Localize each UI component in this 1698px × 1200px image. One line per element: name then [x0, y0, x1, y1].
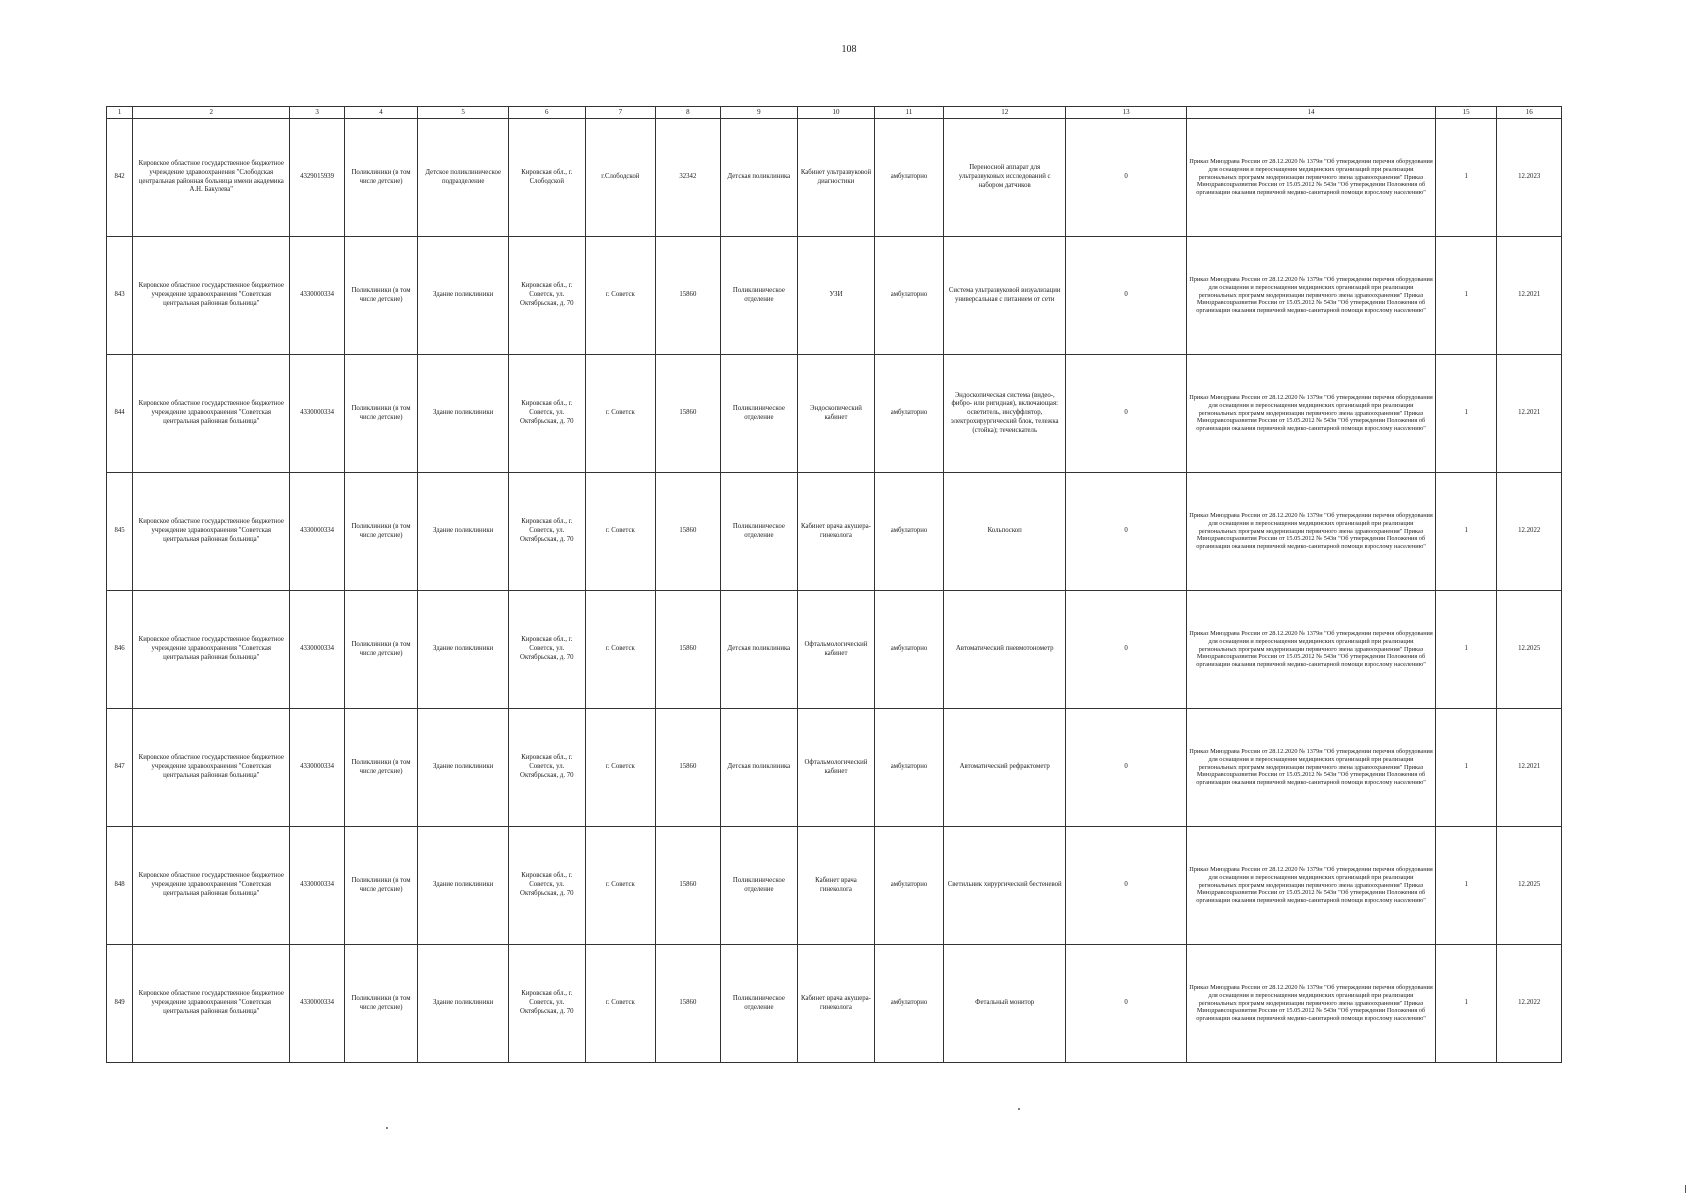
- subdivision: Здание поликлиники: [418, 237, 509, 355]
- department: Поликлиническое отделение: [720, 355, 798, 473]
- regulatory-order: Приказ Минздрава России от 28.12.2020 № 1379н "Об утверждении перечня оборудования для оснащения и переоснащения медицинских организаций при реализации региональных программ модернизации первичного звена здравоохранения" Приказ Минздравсоцразвития России от 15.05.2012 № 543н "Об утверждении Положения об организации оказания первичной медико-санитарной помощи взрослому населению": [1187, 945, 1436, 1063]
- regulatory-order: Приказ Минздрава России от 28.12.2020 № 1379н "Об утверждении перечня оборудования для оснащения и переоснащения медицинских организаций при реализации региональных программ модернизации первичного звена здравоохранения" Приказ Минздравсоцразвития России от 15.05.2012 № 543н "Об утверждении Положения об организации оказания первичной медико-санитарной помощи взрослому населению": [1187, 355, 1436, 473]
- column-13-value: 0: [1066, 119, 1187, 237]
- care-mode: амбулаторно: [874, 591, 944, 709]
- subdivision: Здание поликлиники: [418, 355, 509, 473]
- care-mode: амбулаторно: [874, 355, 944, 473]
- department: Детская поликлиника: [720, 709, 798, 827]
- column-header: 7: [585, 107, 656, 119]
- planned-date: 12.2025: [1497, 827, 1562, 945]
- scan-speck: [1685, 1185, 1686, 1193]
- regulatory-order: Приказ Минздрава России от 28.12.2020 № 1379н "Об утверждении перечня оборудования для оснащения и переоснащения медицинских организаций при реализации региональных программ модернизации первичного звена здравоохранения" Приказ Минздравсоцразвития России от 15.05.2012 № 543н "Об утверждении Положения об организации оказания первичной медико-санитарной помощи взрослому населению": [1187, 827, 1436, 945]
- row-number: 844: [107, 355, 133, 473]
- organization-name: Кировское областное государственное бюджетное учреждение здравоохранения "Слободская центральная районная больница имени академика А.Н. Бакулева": [133, 119, 290, 237]
- column-header: 3: [290, 107, 344, 119]
- planned-date: 12.2023: [1497, 119, 1562, 237]
- subdivision: Здание поликлиники: [418, 827, 509, 945]
- room: Офтальмологический кабинет: [798, 709, 875, 827]
- room: Офтальмологический кабинет: [798, 591, 875, 709]
- address: Кировская обл., г. Советск, ул. Октябрьская, д. 70: [509, 591, 586, 709]
- equipment-name: Автоматический рефрактометр: [944, 709, 1066, 827]
- column-header: 10: [798, 107, 875, 119]
- care-mode: амбулаторно: [874, 237, 944, 355]
- address: Кировская обл., г. Советск, ул. Октябрьская, д. 70: [509, 473, 586, 591]
- quantity: 1: [1435, 355, 1496, 473]
- row-number: 845: [107, 473, 133, 591]
- column-13-value: 0: [1066, 945, 1187, 1063]
- organization-name: Кировское областное государственное бюджетное учреждение здравоохранения "Советская центральная районная больница": [133, 945, 290, 1063]
- oktmo-code: 15860: [656, 237, 720, 355]
- table-row: [107, 237, 1562, 355]
- oktmo-code: 15860: [656, 473, 720, 591]
- regulatory-order: Приказ Минздрава России от 28.12.2020 № 1379н "Об утверждении перечня оборудования для оснащения и переоснащения медицинских организаций при реализации региональных программ модернизации первичного звена здравоохранения" Приказ Минздравсоцразвития России от 15.05.2012 № 543н "Об утверждении Положения об организации оказания первичной медико-санитарной помощи взрослому населению": [1187, 709, 1436, 827]
- oktmo-code: 15860: [656, 355, 720, 473]
- inn: 4329015939: [290, 119, 344, 237]
- column-header: 11: [874, 107, 944, 119]
- address: Кировская обл., г. Советск, ул. Октябрьская, д. 70: [509, 945, 586, 1063]
- quantity: 1: [1435, 237, 1496, 355]
- row-number: 843: [107, 237, 133, 355]
- header-row: [107, 107, 1562, 119]
- column-header: 12: [944, 107, 1066, 119]
- column-header: 5: [418, 107, 509, 119]
- address: Кировская обл., г. Советск, ул. Октябрьская, д. 70: [509, 709, 586, 827]
- department: Поликлиническое отделение: [720, 827, 798, 945]
- subdivision: Здание поликлиники: [418, 709, 509, 827]
- equipment-name: Светильник хирургический бестеневой: [944, 827, 1066, 945]
- department: Поликлиническое отделение: [720, 473, 798, 591]
- inn: 4330000334: [290, 709, 344, 827]
- column-header: 1: [107, 107, 133, 119]
- settlement: г.Слободской: [585, 119, 656, 237]
- facility-type: Поликлиники (в том числе детские): [344, 709, 418, 827]
- column-13-value: 0: [1066, 355, 1187, 473]
- table-row: [107, 473, 1562, 591]
- oktmo-code: 15860: [656, 827, 720, 945]
- quantity: 1: [1435, 709, 1496, 827]
- organization-name: Кировское областное государственное бюджетное учреждение здравоохранения "Советская центральная районная больница": [133, 237, 290, 355]
- equipment-name: Система ультразвуковой визуализации универсальная с питанием от сети: [944, 237, 1066, 355]
- subdivision: Детское поликлиническое подразделение: [418, 119, 509, 237]
- row-number: 842: [107, 119, 133, 237]
- department: Поликлиническое отделение: [720, 237, 798, 355]
- equipment-name: Переносной аппарат для ультразвуковых исследований с набором датчиков: [944, 119, 1066, 237]
- facility-type: Поликлиники (в том числе детские): [344, 473, 418, 591]
- room: УЗИ: [798, 237, 875, 355]
- quantity: 1: [1435, 591, 1496, 709]
- oktmo-code: 32342: [656, 119, 720, 237]
- inn: 4330000334: [290, 237, 344, 355]
- planned-date: 12.2022: [1497, 945, 1562, 1063]
- quantity: 1: [1435, 827, 1496, 945]
- settlement: г. Советск: [585, 827, 656, 945]
- care-mode: амбулаторно: [874, 945, 944, 1063]
- organization-name: Кировское областное государственное бюджетное учреждение здравоохранения "Советская центральная районная больница": [133, 591, 290, 709]
- room: Эндоскопический кабинет: [798, 355, 875, 473]
- column-header: 9: [720, 107, 798, 119]
- care-mode: амбулаторно: [874, 119, 944, 237]
- facility-type: Поликлиники (в том числе детские): [344, 355, 418, 473]
- row-number: 848: [107, 827, 133, 945]
- care-mode: амбулаторно: [874, 709, 944, 827]
- table-row: [107, 119, 1562, 237]
- regulatory-order: Приказ Минздрава России от 28.12.2020 № 1379н "Об утверждении перечня оборудования для оснащения и переоснащения медицинских организаций при реализации региональных программ модернизации первичного звена здравоохранения" Приказ Минздравсоцразвития России от 15.05.2012 № 543н "Об утверждении Положения об организации оказания первичной медико-санитарной помощи взрослому населению": [1187, 237, 1436, 355]
- settlement: г. Советск: [585, 355, 656, 473]
- column-header: 6: [509, 107, 586, 119]
- column-13-value: 0: [1066, 237, 1187, 355]
- column-header: 2: [133, 107, 290, 119]
- column-header: 4: [344, 107, 418, 119]
- row-number: 849: [107, 945, 133, 1063]
- table-row: [107, 945, 1562, 1063]
- facility-type: Поликлиники (в том числе детские): [344, 119, 418, 237]
- organization-name: Кировское областное государственное бюджетное учреждение здравоохранения "Советская центральная районная больница": [133, 709, 290, 827]
- quantity: 1: [1435, 473, 1496, 591]
- scan-speck: [1018, 1108, 1020, 1110]
- address: Кировская обл., г. Советск, ул. Октябрьская, д. 70: [509, 827, 586, 945]
- scan-speck: [386, 1127, 388, 1129]
- settlement: г. Советск: [585, 591, 656, 709]
- care-mode: амбулаторно: [874, 827, 944, 945]
- regulatory-order: Приказ Минздрава России от 28.12.2020 № 1379н "Об утверждении перечня оборудования для оснащения и переоснащения медицинских организаций при реализации региональных программ модернизации первичного звена здравоохранения" Приказ Минздравсоцразвития России от 15.05.2012 № 543н "Об утверждении Положения об организации оказания первичной медико-санитарной помощи взрослому населению": [1187, 473, 1436, 591]
- planned-date: 12.2021: [1497, 237, 1562, 355]
- inn: 4330000334: [290, 827, 344, 945]
- address: Кировская обл., г. Советск, ул. Октябрьская, д. 70: [509, 355, 586, 473]
- table-row: [107, 827, 1562, 945]
- subdivision: Здание поликлиники: [418, 591, 509, 709]
- table-row: [107, 355, 1562, 473]
- planned-date: 12.2025: [1497, 591, 1562, 709]
- room: Кабинет ультразвуковой диагностики: [798, 119, 875, 237]
- subdivision: Здание поликлиники: [418, 945, 509, 1063]
- oktmo-code: 15860: [656, 591, 720, 709]
- quantity: 1: [1435, 945, 1496, 1063]
- subdivision: Здание поликлиники: [418, 473, 509, 591]
- quantity: 1: [1435, 119, 1496, 237]
- room: Кабинет врача гинеколога: [798, 827, 875, 945]
- room: Кабинет врача акушера-гинеколога: [798, 473, 875, 591]
- address: Кировская обл., г. Советск, ул. Октябрьская, д. 70: [509, 237, 586, 355]
- facility-type: Поликлиники (в том числе детские): [344, 945, 418, 1063]
- equipment-name: Автоматический пневмотонометр: [944, 591, 1066, 709]
- column-13-value: 0: [1066, 709, 1187, 827]
- facility-type: Поликлиники (в том числе детские): [344, 237, 418, 355]
- address: Кировская обл., г. Слободской: [509, 119, 586, 237]
- planned-date: 12.2021: [1497, 355, 1562, 473]
- equipment-register-table: [106, 106, 1562, 1063]
- organization-name: Кировское областное государственное бюджетное учреждение здравоохранения "Советская центральная районная больница": [133, 827, 290, 945]
- row-number: 846: [107, 591, 133, 709]
- settlement: г. Советск: [585, 473, 656, 591]
- regulatory-order: Приказ Минздрава России от 28.12.2020 № 1379н "Об утверждении перечня оборудования для оснащения и переоснащения медицинских организаций при реализации региональных программ модернизации первичного звена здравоохранения" Приказ Минздравсоцразвития России от 15.05.2012 № 543н "Об утверждении Положения об организации оказания первичной медико-санитарной помощи взрослому населению": [1187, 119, 1436, 237]
- inn: 4330000334: [290, 945, 344, 1063]
- page-number: 108: [841, 44, 857, 55]
- planned-date: 12.2021: [1497, 709, 1562, 827]
- column-header: 8: [656, 107, 720, 119]
- settlement: г. Советск: [585, 237, 656, 355]
- table-body: [107, 107, 1562, 1063]
- column-13-value: 0: [1066, 827, 1187, 945]
- column-header: 15: [1435, 107, 1496, 119]
- oktmo-code: 15860: [656, 709, 720, 827]
- table-row: [107, 591, 1562, 709]
- regulatory-order: Приказ Минздрава России от 28.12.2020 № 1379н "Об утверждении перечня оборудования для оснащения и переоснащения медицинских организаций при реализации региональных программ модернизации первичного звена здравоохранения" Приказ Минздравсоцразвития России от 15.05.2012 № 543н "Об утверждении Положения об организации оказания первичной медико-санитарной помощи взрослому населению": [1187, 591, 1436, 709]
- column-header: 16: [1497, 107, 1562, 119]
- equipment-name: Фетальный монитор: [944, 945, 1066, 1063]
- department: Детская поликлиника: [720, 119, 798, 237]
- equipment-name: Кольпоскоп: [944, 473, 1066, 591]
- care-mode: амбулаторно: [874, 473, 944, 591]
- facility-type: Поликлиники (в том числе детские): [344, 591, 418, 709]
- column-13-value: 0: [1066, 473, 1187, 591]
- organization-name: Кировское областное государственное бюджетное учреждение здравоохранения "Советская центральная районная больница": [133, 473, 290, 591]
- inn: 4330000334: [290, 355, 344, 473]
- inn: 4330000334: [290, 591, 344, 709]
- oktmo-code: 15860: [656, 945, 720, 1063]
- row-number: 847: [107, 709, 133, 827]
- facility-type: Поликлиники (в том числе детские): [344, 827, 418, 945]
- column-13-value: 0: [1066, 591, 1187, 709]
- equipment-name: Эндоскопическая система (видео-, фибро- или ригидная), включающая: осветитель, инсуффлятор, электрохирургический блок, тележка (стойка); течеискатель: [944, 355, 1066, 473]
- inn: 4330000334: [290, 473, 344, 591]
- department: Поликлиническое отделение: [720, 945, 798, 1063]
- room: Кабинет врача акушера-гинеколога: [798, 945, 875, 1063]
- department: Детская поликлиника: [720, 591, 798, 709]
- column-header: 14: [1187, 107, 1436, 119]
- organization-name: Кировское областное государственное бюджетное учреждение здравоохранения "Советская центральная районная больница": [133, 355, 290, 473]
- column-header: 13: [1066, 107, 1187, 119]
- settlement: г. Советск: [585, 709, 656, 827]
- settlement: г. Советск: [585, 945, 656, 1063]
- table-row: [107, 709, 1562, 827]
- planned-date: 12.2022: [1497, 473, 1562, 591]
